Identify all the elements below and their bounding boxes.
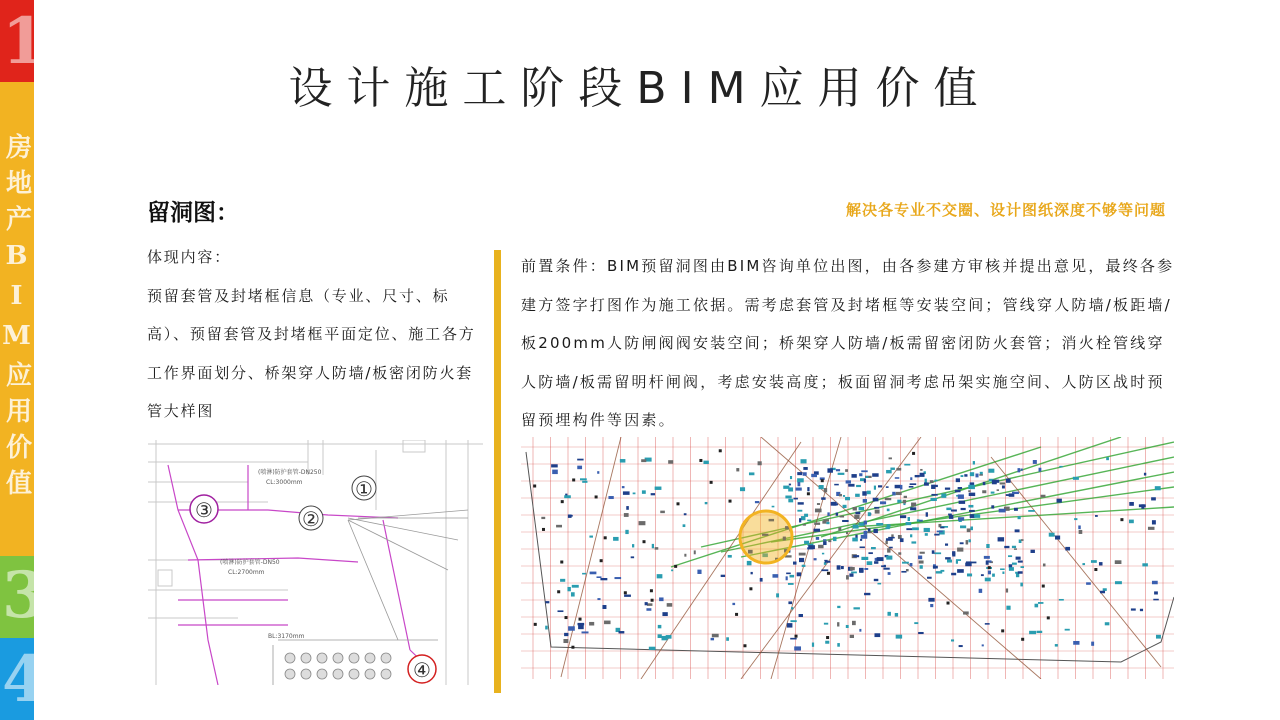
drawing-label-b: CL:3000mm	[266, 479, 303, 486]
page-title: 设计施工阶段BIM应用价值	[288, 63, 992, 114]
marker-4-label: ④	[413, 658, 431, 682]
drawing-label-d: CL:2700mm	[228, 569, 265, 576]
marker-1-label: ①	[355, 477, 373, 501]
content-label: 体现内容：	[147, 248, 232, 266]
section-tab-3[interactable]	[0, 556, 47, 638]
reserved-hole-plan-svg	[521, 437, 1174, 679]
left-content-block	[147, 238, 487, 431]
section-tagline: 解决各专业不交圈、设计图纸深度不够等问题	[845, 201, 1166, 219]
section-number-1: 1	[2, 4, 47, 79]
section-number-4: 4	[2, 642, 47, 717]
section-tab-4[interactable]	[0, 638, 47, 720]
section-tab-2-label: 房地产BIM应用价值	[1, 133, 32, 505]
section-number-3: 3	[2, 558, 47, 633]
prerequisite-text: 前置条件：BIM预留洞图由BIM咨询单位出图，由各参建方审核并提出意见，最终各参建方签字打图作为施工依据。需考虑套管及封堵框等安装空间；管线穿人防墙/板距墙/板200mm人防闸阀阀安装空间；桥架穿人防墙/板需留密闭防火套管；消火栓管线穿人防墙/板需留明杆闸阀，考虑安装高度；板面留洞考虑吊架实施空间、人防区战时预留预埋构件等因素。	[521, 257, 1175, 429]
section-tab-2[interactable]	[0, 82, 34, 556]
content-body: 预留套管及封堵框信息（专业、尺寸、标高）、预留套管及封堵框平面定位、施工各方工作界面划分、桥架穿人防墙/板密闭防火套管大样图	[147, 286, 476, 420]
section-heading: 留洞图：	[147, 200, 239, 226]
drawing-label-e: BL:3170mm	[268, 633, 305, 640]
sleeve-detail-drawing	[148, 440, 483, 685]
marker-2-label: ②	[302, 507, 320, 531]
drawing-label-a: (喷淋)防护套管-DN250	[258, 469, 322, 476]
drawing-label-c: (喷淋)防护套管-DN50	[220, 559, 280, 566]
reserved-hole-plan-drawing	[521, 437, 1174, 679]
marker-3-label: ③	[195, 498, 213, 522]
vertical-divider	[494, 250, 501, 693]
sleeve-detail-svg	[148, 440, 483, 685]
